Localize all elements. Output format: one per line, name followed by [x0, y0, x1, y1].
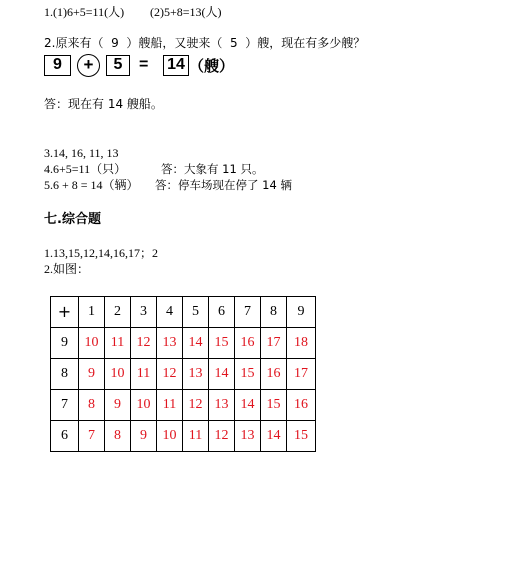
table-cell: 14	[261, 421, 287, 452]
table-cell: 12	[183, 390, 209, 421]
table-cell: 13	[183, 359, 209, 390]
table-header-cell: 8	[261, 297, 287, 328]
table-row	[51, 390, 316, 421]
table-cell: 11	[105, 328, 131, 359]
equation-box-b: 5	[106, 55, 130, 76]
plus-circle: +	[77, 54, 100, 77]
table-cell: 14	[209, 359, 235, 390]
table-cell: 13	[157, 328, 183, 359]
q3-answer: 3.14, 16, 11, 13	[44, 146, 119, 160]
table-cell: 12	[209, 421, 235, 452]
table-cell: 17	[287, 359, 316, 390]
table-cell: 9	[105, 390, 131, 421]
section7-q2: 2.如图：	[44, 262, 90, 276]
table-header-cell: 6	[209, 297, 235, 328]
table-cell: 10	[157, 421, 183, 452]
table-row	[51, 359, 316, 390]
table-cell: 17	[261, 328, 287, 359]
equation-unit: （艘）	[189, 57, 235, 75]
section7-q1: 1.13,15,12,14,16,17；2	[44, 246, 159, 260]
table-cell: 16	[287, 390, 316, 421]
q2-answer: 答：现在有 14 艘船。	[44, 97, 163, 111]
equals-sign: =	[139, 56, 149, 73]
table-cell: 13	[209, 390, 235, 421]
table-cell: 15	[209, 328, 235, 359]
table-header-cell: 7	[51, 390, 79, 421]
table-cell: 13	[235, 421, 261, 452]
q1-part1: 1.(1)6+5=11(人)	[44, 5, 125, 19]
table-header-cell: 9	[51, 328, 79, 359]
table-header-row	[51, 297, 316, 328]
equation-box-a: 9	[44, 55, 71, 76]
table-header-cell: 3	[131, 297, 157, 328]
table-cell: 11	[183, 421, 209, 452]
table-cell: 10	[105, 359, 131, 390]
table-cell: 12	[131, 328, 157, 359]
table-cell: 9	[131, 421, 157, 452]
table-header-cell: 4	[157, 297, 183, 328]
table-cell: 18	[287, 328, 316, 359]
table-cell: 15	[261, 390, 287, 421]
table-cell: 16	[261, 359, 287, 390]
table-cell: 8	[105, 421, 131, 452]
table-header-cell: 5	[183, 297, 209, 328]
table-cell: 14	[235, 390, 261, 421]
table-cell: 11	[131, 359, 157, 390]
q1-part2: (2)5+8=13(人)	[150, 5, 222, 19]
table-cell: 8	[79, 390, 105, 421]
table-row	[51, 421, 316, 452]
table-cell: 10	[79, 328, 105, 359]
table-header-cell: +	[51, 297, 79, 328]
table-cell: 10	[131, 390, 157, 421]
q4-answer: 答：大象有 11 只。	[161, 162, 264, 176]
table-header-cell: 1	[79, 297, 105, 328]
table-cell: 15	[235, 359, 261, 390]
table-header-cell: 6	[51, 421, 79, 452]
table-cell: 7	[79, 421, 105, 452]
table-cell: 16	[235, 328, 261, 359]
table-cell: 9	[79, 359, 105, 390]
table-cell: 12	[157, 359, 183, 390]
table-row	[51, 328, 316, 359]
section-title: 七.综合题	[44, 212, 101, 227]
table-header-cell: 9	[287, 297, 316, 328]
equation-box-result: 14	[163, 55, 189, 76]
q5-answer: 答：停车场现在停了 14 辆	[155, 178, 292, 192]
q4-equation: 4.6+5=11（只）	[44, 162, 127, 176]
table-header-cell: 7	[235, 297, 261, 328]
addition-table	[50, 296, 316, 452]
table-header-cell: 8	[51, 359, 79, 390]
table-cell: 14	[183, 328, 209, 359]
table-cell: 15	[287, 421, 316, 452]
table-cell: 11	[157, 390, 183, 421]
q5-equation: 5.6 + 8 = 14（辆）	[44, 178, 139, 192]
table-header-cell: 2	[105, 297, 131, 328]
q2-question: 2.原来有（ 9 ）艘船，又驶来（ 5 ）艘，现在有多少艘？	[44, 36, 366, 50]
